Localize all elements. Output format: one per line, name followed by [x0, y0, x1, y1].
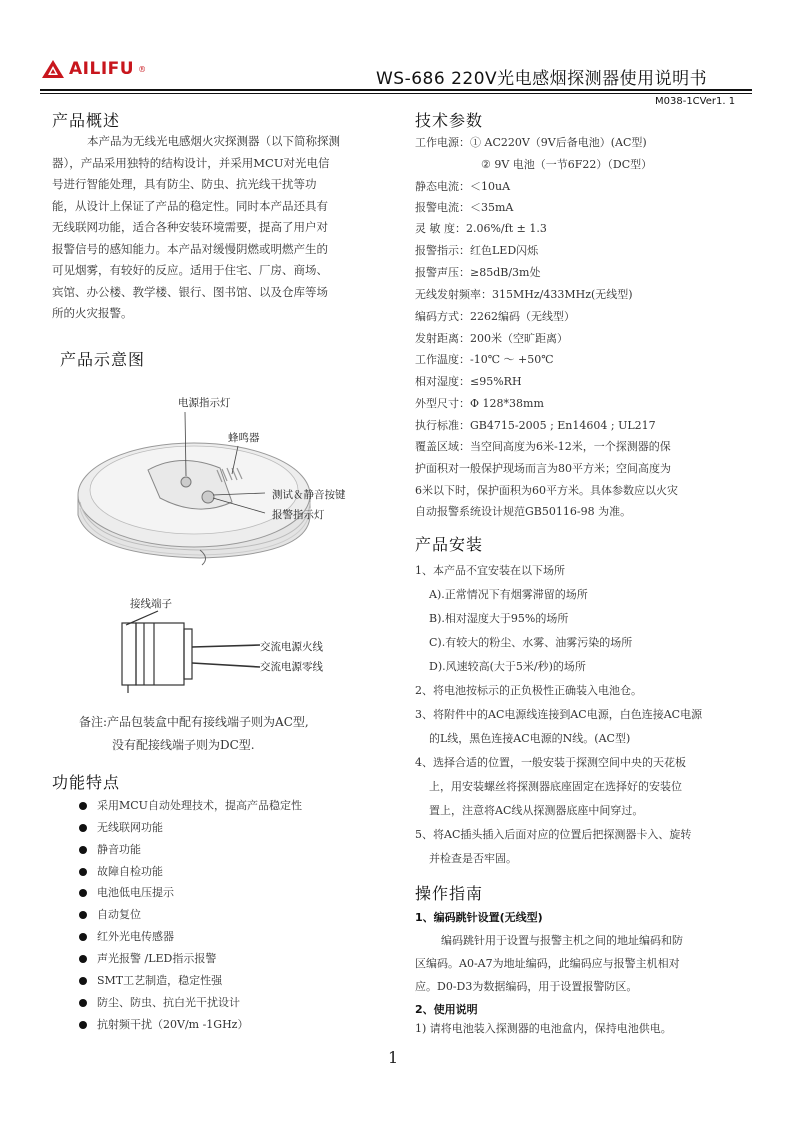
- overview-heading: 产品概述: [52, 111, 121, 130]
- spec-line: 工作电源：① AC220V（9V后备电池）(AC型): [415, 136, 647, 149]
- install-line: B).相对湿度大于95%的场所: [429, 612, 569, 625]
- install-heading: 产品安装: [415, 535, 484, 554]
- label-buzzer: 蜂鸣器: [228, 432, 260, 444]
- spec-line: 护面积对一般保护现场而言为80平方米；空间高度为: [415, 462, 671, 475]
- bullet-icon: [79, 889, 87, 897]
- bullet-icon: [79, 955, 87, 963]
- install-line: 的L线，黑色连接AC电源的N线。(AC型): [429, 732, 631, 745]
- label-live-wire: 交流电源火线: [260, 641, 323, 653]
- spec-line: 灵 敏 度：2.06%/ft ± 1.3: [415, 222, 547, 235]
- overview-line: 器），产品采用独特的结构设计，并采用MCU对光电信: [52, 155, 330, 170]
- spec-line: 覆盖区域：当空间高度为6米-12米，一个探测器的保: [415, 440, 671, 453]
- overview-line: 本产品为无线光电感烟火灾探测器（以下简称探测: [87, 134, 340, 148]
- overview-line: 可见烟雾，有较好的反应。适用于住宅、厂房、商场、: [52, 263, 328, 277]
- bullet-icon: [79, 1021, 87, 1029]
- overview-body: [52, 131, 382, 325]
- document-code: M038-1CVer1. 1: [655, 96, 736, 107]
- install-line: 置上，注意将AC线从探测器底座中间穿过。: [429, 804, 644, 817]
- specs-heading: 技术参数: [415, 111, 484, 130]
- header-rule: [40, 89, 752, 91]
- feature-item: 抗射频干扰（20V/m -1GHz）: [79, 1016, 248, 1032]
- bullet-icon: [79, 868, 87, 876]
- spec-line: 静态电流：＜10uA: [415, 180, 511, 193]
- features-heading: 功能特点: [52, 773, 121, 792]
- spec-line: 发射距离：200米（空旷距离）: [415, 332, 568, 345]
- spec-line: 6米以下时，保护面积为60平方米。具体参数应以火灾: [415, 484, 678, 497]
- install-line: 2、将电池按标示的正负极性正确装入电池仓。: [415, 684, 642, 697]
- label-alarm-led: 报警指示灯: [272, 509, 325, 521]
- spec-line: 编码方式：2262编码（无线型）: [415, 310, 575, 323]
- feature-item: 防尘、防虫、抗白光干扰设计: [79, 994, 240, 1010]
- bullet-icon: [79, 846, 87, 854]
- spec-line: 工作温度：-10℃ ～ +50℃: [415, 353, 554, 366]
- operation-line: 区编码。A0-A7为地址编码，此编码应与报警主机相对: [415, 957, 680, 970]
- diagram-note-line: 备注:产品包装盒中配有接线端子则为AC型,: [79, 715, 309, 729]
- spec-line: 无线发射频率：315MHz/433MHz(无线型): [415, 288, 633, 301]
- feature-item: 声光报警 /LED指示报警: [79, 950, 216, 966]
- label-terminal: 接线端子: [130, 598, 172, 610]
- spec-line: 执行标准：GB4715-2005 ; En14604 ; UL217: [415, 419, 656, 432]
- install-line: 5、将AC插头插入后面对应的位置后把探测器卡入、旋转: [415, 828, 692, 841]
- bullet-icon: [79, 802, 87, 810]
- header-rule-thin: [40, 93, 752, 94]
- feature-item: 红外光电传感器: [79, 928, 174, 944]
- overview-line: 报警信号的感知能力。本产品对缓慢阴燃或明燃产生的: [52, 241, 328, 256]
- label-test-button: 测试＆静音按键: [272, 489, 346, 501]
- page-number: 1: [388, 1048, 399, 1067]
- feature-item: 故障自检功能: [79, 863, 163, 879]
- operation-line: 1) 请将电池装入探测器的电池盒内，保持电池供电。: [415, 1022, 672, 1035]
- operation-subheading: 1、编码跳针设置(无线型): [415, 911, 543, 924]
- bullet-icon: [79, 824, 87, 832]
- operation-line: 编码跳针用于设置与报警主机之间的地址编码和防: [441, 934, 683, 947]
- bullet-icon: [79, 999, 87, 1007]
- test-button-dot: [202, 491, 214, 503]
- overview-line: 无线联网功能，适合各种安装环境需要，提高了用户对: [52, 220, 328, 234]
- overview-line: 所的火灾报警。: [52, 306, 133, 320]
- bullet-icon: [79, 977, 87, 985]
- overview-line: 能，从设计上保证了产品的稳定性。同时本产品还具有: [52, 198, 328, 213]
- bullet-icon: [79, 911, 87, 919]
- power-led-dot: [181, 477, 191, 487]
- operation-subheading: 2、使用说明: [415, 1003, 478, 1016]
- label-neutral-wire: 交流电源零线: [260, 661, 323, 673]
- install-line: 并检查是否牢固。: [429, 852, 517, 865]
- terminal-illustration: [110, 605, 270, 695]
- operation-line: 应。D0-D3为数据编码，用于设置报警防区。: [415, 980, 638, 993]
- feature-item: 无线联网功能: [79, 819, 163, 835]
- brand-emblem-icon: [41, 59, 65, 79]
- install-line: C).有较大的粉尘、水雾、油雾污染的场所: [429, 636, 633, 649]
- install-line: 4、选择合适的位置，一般安装于探测空间中央的天花板: [415, 756, 686, 769]
- brand-name: AILIFU: [69, 59, 135, 79]
- feature-item: 自动复位: [79, 906, 141, 922]
- feature-item: 电池低电压提示: [79, 884, 174, 900]
- spec-line: 报警声压：≥85dB/3m处: [415, 266, 541, 279]
- registered-mark: ®: [138, 64, 147, 74]
- spec-line: 相对湿度：≤95%RH: [415, 375, 522, 388]
- spec-line: 报警电流：＜35mA: [415, 201, 514, 214]
- label-power-led: 电源指示灯: [178, 397, 231, 409]
- overview-line: 号进行智能处理，具有防尘、防虫、抗光线干扰等功: [52, 177, 317, 191]
- brand-logo: [41, 59, 146, 79]
- bullet-icon: [79, 933, 87, 941]
- spec-line: ② 9V 电池（一节6F22）（DC型）: [481, 158, 653, 171]
- diagram-note-line: 没有配接线端子则为DC型.: [112, 738, 255, 752]
- detector-illustration: [78, 443, 310, 565]
- diagram-heading: 产品示意图: [60, 350, 146, 369]
- install-line: 3、将附件中的AC电源线连接到AC电源，白色连接AC电源: [415, 708, 703, 721]
- install-line: 1、本产品不宜安装在以下场所: [415, 564, 565, 577]
- spec-line: 自动报警系统设计规范GB50116-98 为准。: [415, 505, 632, 518]
- install-line: D).风速较高(大于5米/秒)的场所: [429, 660, 586, 673]
- install-line: A).正常情况下有烟雾滞留的场所: [429, 588, 588, 601]
- feature-item: 采用MCU自动处理技术，提高产品稳定性: [79, 797, 302, 813]
- install-line: 上，用安装螺丝将探测器底座固定在选择好的安装位: [429, 780, 682, 793]
- document-title: WS-686 220V光电感烟探测器使用说明书: [376, 69, 708, 89]
- feature-item: SMT工艺制造，稳定性强: [79, 972, 222, 988]
- feature-item: 静音功能: [79, 841, 141, 857]
- spec-line: 外型尺寸：Φ 128*38mm: [415, 397, 544, 410]
- spec-line: 报警指示：红色LED闪烁: [415, 244, 539, 257]
- operation-heading: 操作指南: [415, 884, 484, 903]
- overview-line: 宾馆、办公楼、教学楼、银行、图书馆、以及仓库等场: [52, 284, 328, 299]
